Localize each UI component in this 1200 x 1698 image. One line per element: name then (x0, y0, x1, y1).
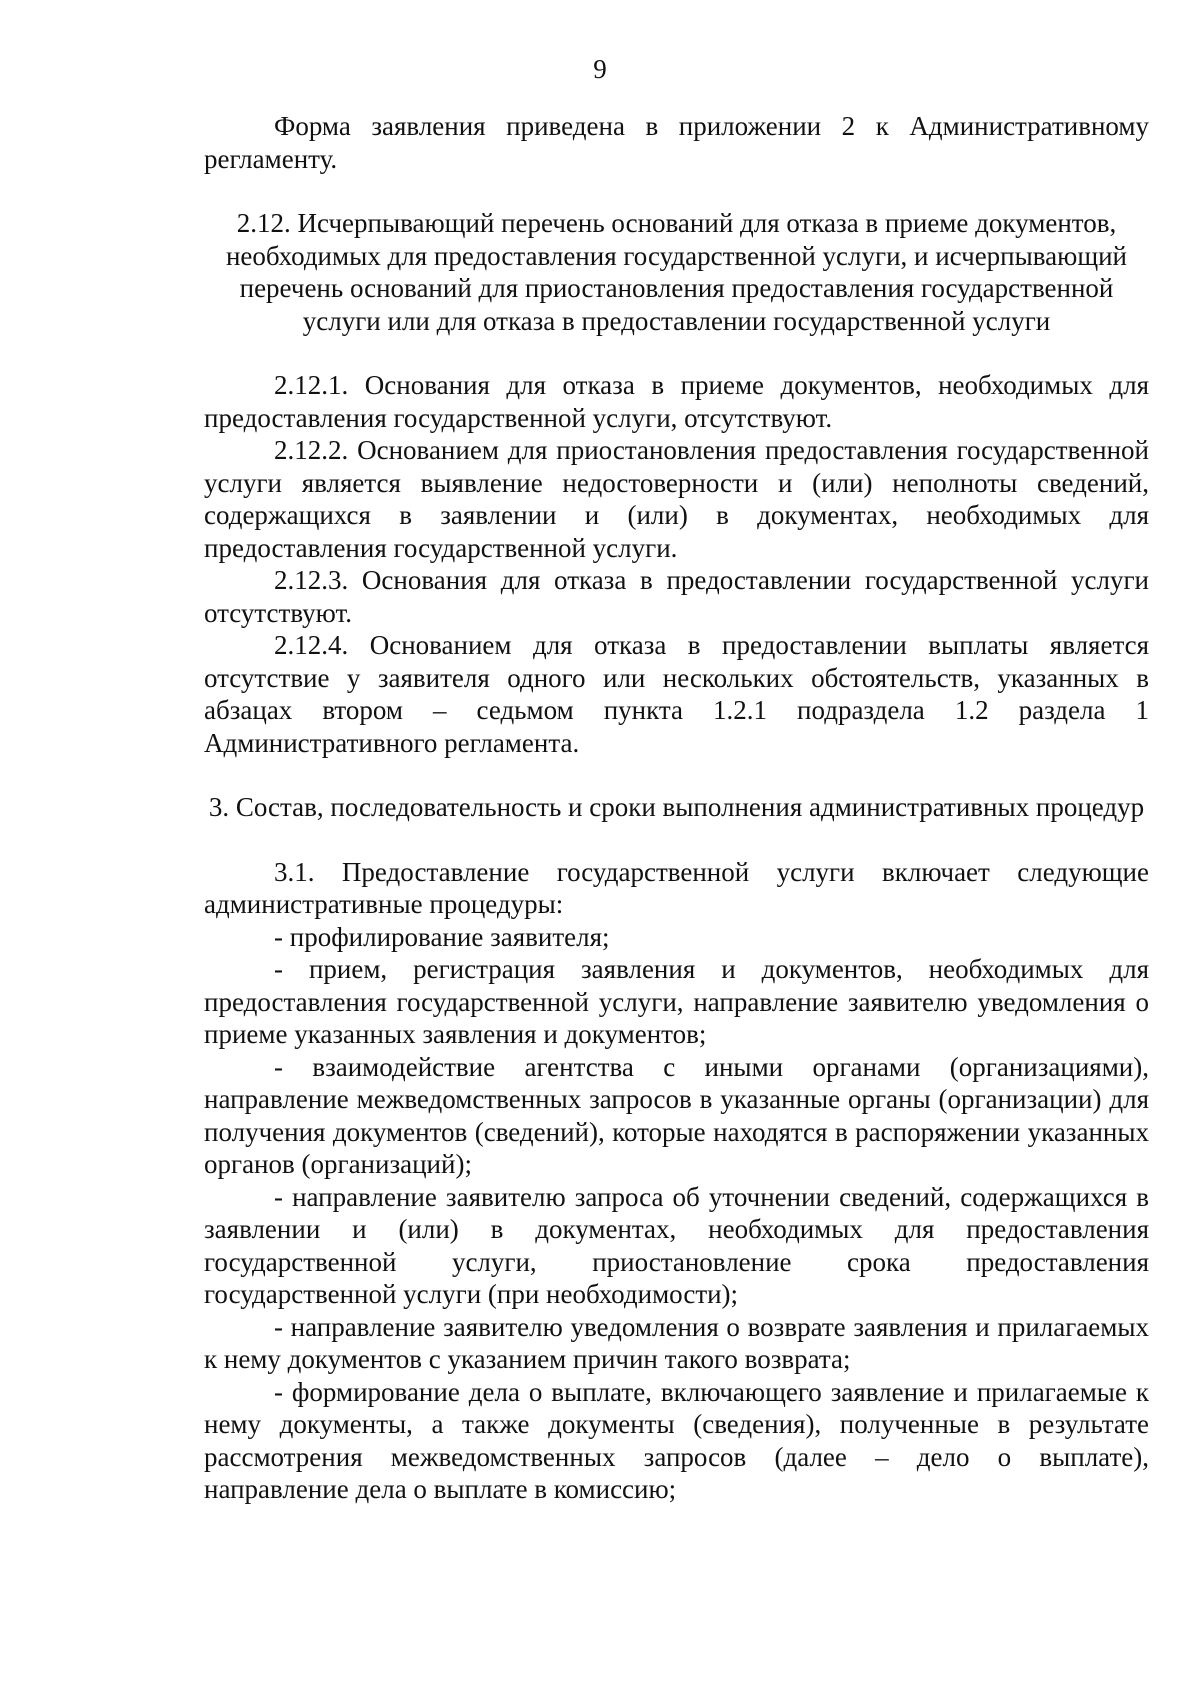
paragraph-2-12-3: 2.12.3. Основания для отказа в предоставлении государственной услуги отсутствуют. (204, 565, 1149, 628)
section-3-heading: 3. Состав, последовательность и сроки выполнения административных процедур (208, 792, 1145, 822)
intro-paragraph: Форма заявления приведена в приложении 2 к Административному регламенту. (204, 111, 1149, 174)
paragraph-2-12-1: 2.12.1. Основания для отказа в приеме документов, необходимых для предоставления государственной услуги, отсутствуют. (204, 370, 1149, 433)
paragraph-2-12-2: 2.12.2. Основанием для приостановления предоставления государственной услуги является выявление недостоверности и (или) неполноты сведений, содержащихся в заявлении и (или) в документах, необходимых для предоставления государственной услуги. (204, 435, 1149, 563)
spacer (204, 824, 1149, 856)
spacer (204, 337, 1149, 369)
page-number: 9 (593, 54, 607, 84)
paragraph-2-12-4: 2.12.4. Основанием для отказа в предоставлении выплаты является отсутствие у заявителя одного или нескольких обстоятельств, указанных в абзацах втором – седьмом пункта 1.2.1 подраздела 1.2 раздела 1 Административного регламента. (204, 630, 1149, 758)
list-item-interaction: - взаимодействие агентства с иными органами (организациями), направление межведомственных запросов в указанные органы (организации) для получения документов (сведений), которые находятся в распоряжении указанных органов (организаций); (204, 1051, 1149, 1179)
document-body (204, 110, 1149, 1506)
list-item-profiling: - профилирование заявителя; (274, 921, 610, 952)
list-item-clarification-request: - направление заявителю запроса об уточнении сведений, содержащихся в заявлении и (или) в документах, необходимых для предоставления государственной услуги, приостановление срока предоставления государственной услуги (при необходимости); (204, 1181, 1149, 1309)
spacer (204, 175, 1149, 207)
spacer (204, 759, 1149, 791)
list-item-return-notice: - направление заявителю уведомления о возврате заявления и прилагаемых к нему документов с указанием причин такого возврата; (204, 1311, 1149, 1374)
paragraph-3-1: 3.1. Предоставление государственной услуги включает следующие административные процедуры: (204, 856, 1149, 919)
list-item-case-formation: - формирование дела о выплате, включающего заявление и прилагаемые к нему документы, а также документы (сведения), полученные в результате рассмотрения межведомственных запросов (далее – дело о выплате), направление дела о выплате в комиссию; (204, 1376, 1149, 1504)
list-item-reception: - прием, регистрация заявления и документов, необходимых для предоставления государственной услуги, направление заявителю уведомления о приеме указанных заявления и документов; (204, 954, 1149, 1049)
section-2-12-heading: 2.12. Исчерпывающий перечень оснований для отказа в приеме документов, необходимых для предоставления государственной услуги, и исчерпывающий перечень оснований для приостановления предоставления государственной услуги или для отказа в предоставлении государственной услуги (225, 208, 1128, 336)
